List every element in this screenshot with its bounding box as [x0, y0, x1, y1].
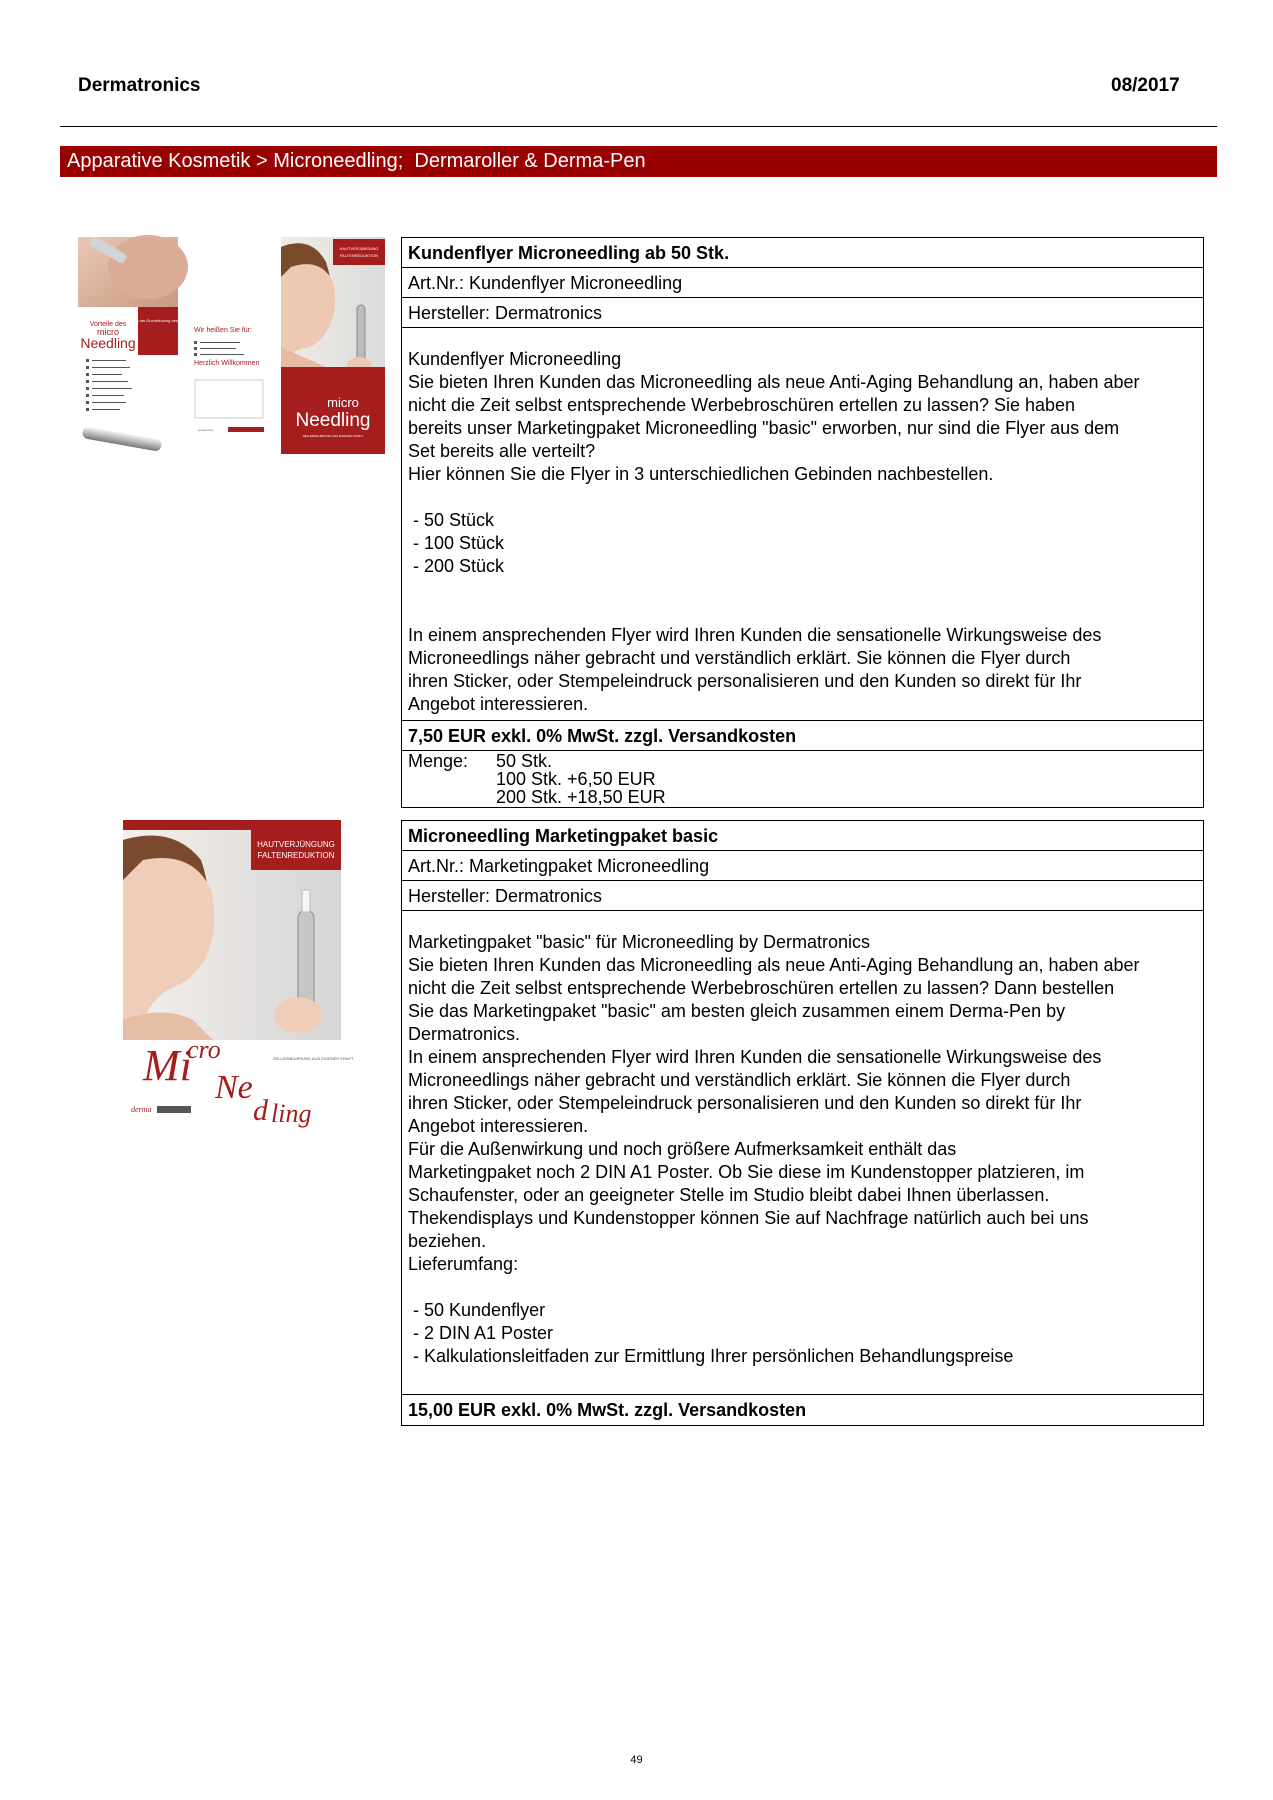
product-manufacturer: Hersteller: Dermatronics: [402, 881, 1203, 911]
description-heading: Marketingpaket "basic" für Microneedling by Dermatronics: [408, 932, 870, 952]
list-item: - 200 Stück: [413, 556, 505, 576]
quantity-options: [402, 751, 1203, 807]
description-line: Microneedlings näher gebracht und verständlich erklärt. Sie können die Flyer durch: [408, 648, 1071, 668]
poster-brand: derma: [131, 1105, 152, 1114]
description-line: ihren Sticker, oder Stempeleindruck personalisieren und den Kunden so direkt für Ihr: [408, 1093, 1082, 1113]
poster-title-ne: Ne: [215, 1069, 253, 1106]
flyer-inside-needling: Needling: [80, 335, 136, 351]
header-divider: [60, 126, 1217, 127]
list-item: - Kalkulationsleitfaden zur Ermittlung Ihrer persönlichen Behandlungspreise: [413, 1346, 1014, 1366]
flyer-inside-powered: powered by: [198, 428, 214, 432]
description-line: Dermatronics.: [408, 1024, 521, 1044]
category-breadcrumb: Apparative Kosmetik > Microneedling; Dermaroller & Derma-Pen: [60, 146, 1217, 177]
document-date: 08/2017: [1111, 75, 1180, 96]
description-line: In einem ansprechenden Flyer wird Ihren Kunden die sensationelle Wirkungsweise des: [408, 625, 1102, 645]
flyer-inside-tagline: Förderung der Durchblutung des Gewebes: [120, 318, 196, 323]
flyer-front-micro: micro: [327, 395, 359, 410]
description-line: Lieferumfang:: [408, 1254, 519, 1274]
description-line: Hier können Sie die Flyer in 3 unterschiedlichen Gebinden nachbestellen.: [408, 464, 994, 484]
flyer-inside-image: [78, 237, 278, 455]
flyer-inside-herzlich: Herzlich Willkommen: [194, 360, 260, 367]
description-line: ihren Sticker, oder Stempeleindruck personalisieren und den Kunden so direkt für Ihr: [408, 671, 1082, 691]
description-line: nicht die Zeit selbst entsprechende Werbebroschüren ertellen zu lassen? Dann bestellen: [408, 978, 1115, 998]
description-line: Sie bieten Ihren Kunden das Microneedling als neue Anti-Aging Behandlung an, haben aber: [408, 955, 1140, 975]
description-line: Sie bieten Ihren Kunden das Microneedling als neue Anti-Aging Behandlung an, haben aber: [408, 372, 1140, 392]
quantity-label: Menge:: [408, 751, 469, 771]
description-line: nicht die Zeit selbst entsprechende Werbebroschüren ertellen zu lassen? Sie haben: [408, 395, 1076, 415]
description-line: Microneedlings näher gebracht und verständlich erklärt. Sie können die Flyer durch: [408, 1070, 1071, 1090]
flyer-inside-micro: micro: [97, 327, 119, 337]
description-heading: Kundenflyer Microneedling: [408, 349, 622, 369]
product-marketingpaket: [401, 820, 1204, 1426]
product-title: Microneedling Marketingpaket basic: [402, 821, 1203, 851]
poster-image: [123, 820, 354, 1130]
description-line: Thekendisplays und Kundenstopper können Sie auf Nachfrage natürlich auch bei uns: [408, 1208, 1089, 1228]
list-item: - 50 Kundenflyer: [413, 1300, 546, 1320]
poster-title-d: d: [253, 1094, 268, 1127]
description-line: Schaufenster, oder an geeigneter Stelle im Studio bleibt dabei Ihnen überlassen.: [408, 1185, 1050, 1205]
page-number: 49: [630, 1754, 643, 1766]
quantity-option[interactable]: 100 Stk. +6,50 EUR: [496, 769, 656, 789]
product-price: 7,50 EUR exkl. 0% MwSt. zzgl. Versandkosten: [402, 721, 1203, 751]
flyer-front-tag2: FALTENREDUKTION: [339, 253, 379, 258]
description-line: In einem ansprechenden Flyer wird Ihren Kunden die sensationelle Wirkungsweise des: [408, 1047, 1102, 1067]
company-name: Dermatronics: [78, 75, 201, 96]
description-line: Für die Außenwirkung und noch größere Aufmerksamkeit enthält das: [408, 1139, 957, 1159]
description-line: Angebot interessieren.: [408, 694, 589, 714]
product-description: [402, 328, 1203, 721]
product-kundenflyer: [401, 237, 1204, 808]
list-item: - 2 DIN A1 Poster: [413, 1323, 554, 1343]
poster-tag2: FALTENREDUKTION: [257, 851, 335, 860]
description-line: Set bereits alle verteilt?: [408, 441, 596, 461]
product-price: 15,00 EUR exkl. 0% MwSt. zzgl. Versandkosten: [408, 1400, 807, 1420]
flyer-inside-heading: Vorteile des: [89, 321, 127, 328]
product-description: [402, 911, 1203, 1395]
list-item: - 50 Stück: [413, 510, 495, 530]
poster-title-cro: cro: [187, 1035, 221, 1064]
flyer-front-tag1: HAUTVERJÜNGUNG: [339, 246, 379, 251]
product-artnr: Art.Nr.: Marketingpaket Microneedling: [402, 851, 1203, 881]
poster-title-ling: ling: [271, 1099, 312, 1128]
poster-title-mi: Mi: [143, 1041, 192, 1090]
list-item: - 100 Stück: [413, 533, 505, 553]
description-line: Angebot interessieren.: [408, 1116, 589, 1136]
poster-subtitle: ZELLERNEUERUNG AUS EIGENER KRAFT: [273, 1056, 354, 1061]
flyer-front-needling: Needling: [295, 410, 371, 431]
product-title: Kundenflyer Microneedling ab 50 Stk.: [402, 238, 1203, 268]
flyer-front-subtitle: ZELLERNEUERUNG AUS EIGENER KRAFT: [302, 434, 364, 438]
flyer-front-image: [281, 237, 385, 454]
description-line: Sie das Marketingpaket "basic" am besten gleich zusammen einem Derma-Pen by: [408, 1001, 1066, 1021]
description-line: bereits unser Marketingpaket Microneedling "basic" erworben, nur sind die Flyer aus dem: [408, 418, 1120, 438]
description-line: Marketingpaket noch 2 DIN A1 Poster. Ob Sie diese im Kundenstopper platzieren, im: [408, 1162, 1085, 1182]
poster-tag1: HAUTVERJÜNGUNG: [257, 840, 335, 849]
product-artnr: Art.Nr.: Kundenflyer Microneedling: [402, 268, 1203, 298]
quantity-option[interactable]: 200 Stk. +18,50 EUR: [496, 787, 666, 807]
flyer-inside-welcome-heading: Wir heißen Sie für:: [194, 327, 252, 334]
description-line: beziehen.: [408, 1231, 487, 1251]
quantity-option[interactable]: 50 Stk.: [496, 751, 553, 771]
product-manufacturer: Hersteller: Dermatronics: [402, 298, 1203, 328]
